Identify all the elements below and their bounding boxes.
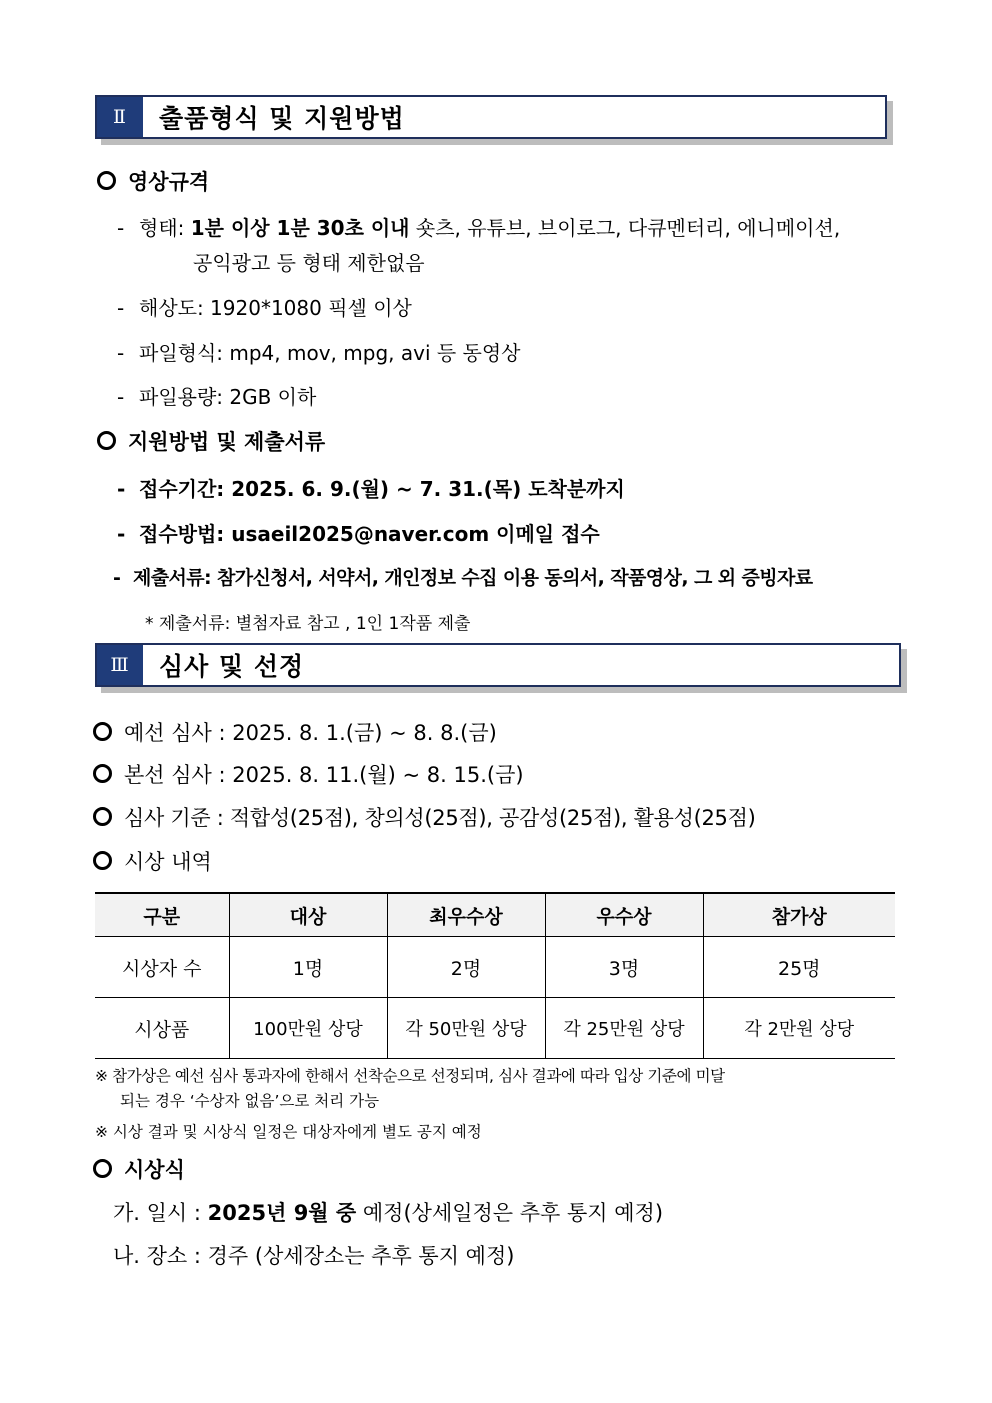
dash-icon: - — [117, 296, 125, 320]
dash-icon: - — [113, 567, 121, 589]
table-cell: 시상품 — [95, 998, 229, 1059]
note-2: ※ 시상 결과 및 시상식 일정은 대상자에게 별도 공지 예정 — [95, 1123, 482, 1141]
note-1-line-2: 되는 경우 ‘수상자 없음’으로 처리 가능 — [120, 1092, 380, 1110]
item-method: - 접수방법: usaeil2025@naver.com 이메일 접수 — [117, 522, 600, 546]
circle-bullet-icon — [93, 764, 112, 783]
table-header-row — [95, 893, 895, 937]
table-row — [95, 937, 895, 998]
circle-bullet-icon — [93, 807, 112, 826]
ceremony-place: 나. 장소 : 경주 (상세장소는 추후 통지 예정) — [113, 1244, 515, 1268]
heading-ceremony: 시상식 — [93, 1154, 185, 1184]
section-title: 출품형식 및 지원방법 — [159, 104, 405, 133]
ceremony-date: 가. 일시 : 2025년 9월 중 예정(상세일정은 추후 통지 예정) — [113, 1201, 664, 1225]
table-cell: 시상자 수 — [95, 937, 229, 998]
dash-icon: - — [117, 216, 125, 240]
heading-video-spec: 영상규격 — [97, 166, 209, 196]
table-cell: 2명 — [387, 937, 545, 998]
dash-icon: - — [117, 385, 125, 409]
section-title: 심사 및 선정 — [159, 652, 305, 681]
table-cell: 각 50만원 상당 — [387, 998, 545, 1059]
item-final: 본선 심사 : 2025. 8. 11.(월) ~ 8. 15.(금) — [93, 759, 524, 789]
table-cell: 각 2만원 상당 — [703, 998, 895, 1059]
section-header-3 — [95, 643, 901, 687]
heading-apply: 지원방법 및 제출서류 — [97, 426, 325, 456]
item-prelim: 예선 심사 : 2025. 8. 1.(금) ~ 8. 8.(금) — [93, 717, 497, 747]
note-1-line-1: ※ 참가상은 예선 심사 통과자에 한해서 선착순으로 선정되며, 심사 결과에 따라 입상 기준에 미달 — [95, 1067, 725, 1085]
table-cell: 25명 — [703, 937, 895, 998]
table-cell: 각 25만원 상당 — [545, 998, 703, 1059]
item-criteria: 심사 기준 : 적합성(25점), 창의성(25점), 공감성(25점), 활용성(25점) — [93, 802, 756, 832]
item-format: - 형태: 1분 이상 1분 30초 이내 숏츠, 유튜브, 브이로그, 다큐멘터리, 에니메이션, — [117, 216, 841, 240]
ceremony-date-bold: 2025년 9월 중 — [207, 1201, 357, 1225]
awards-table — [95, 892, 895, 1059]
item-file-format: - 파일형식: mp4, mov, mpg, avi 등 동영상 — [117, 341, 521, 365]
item-format-cont: 공익광고 등 형태 제한없음 — [193, 251, 425, 275]
table-header-cell: 우수상 — [545, 893, 703, 937]
circle-bullet-icon — [93, 851, 112, 870]
circle-bullet-icon — [97, 431, 116, 450]
circle-bullet-icon — [93, 1159, 112, 1178]
item-file-size: - 파일용량: 2GB 이하 — [117, 385, 317, 409]
table-row — [95, 998, 895, 1059]
table-cell: 3명 — [545, 937, 703, 998]
dash-icon: - — [117, 477, 126, 501]
format-duration: 1분 이상 1분 30초 이내 — [190, 216, 410, 240]
table-header-cell: 대상 — [229, 893, 387, 937]
table-header-cell: 최우수상 — [387, 893, 545, 937]
table-header-cell: 구분 — [95, 893, 229, 937]
docs-note: * 제출서류: 별첨자료 참고 , 1인 1작품 제출 — [145, 614, 471, 634]
dash-icon: - — [117, 341, 125, 365]
dash-icon: - — [117, 522, 126, 546]
section-number: Ⅱ — [97, 97, 143, 137]
circle-bullet-icon — [93, 722, 112, 741]
table-header-cell: 참가상 — [703, 893, 895, 937]
item-docs: - 제출서류: 참가신청서, 서약서, 개인정보 수집 이용 동의서, 작품영상, 그 외 증빙자료 — [113, 567, 813, 589]
table-cell: 100만원 상당 — [229, 998, 387, 1059]
section-number: Ⅲ — [97, 645, 143, 685]
item-awards-heading: 시상 내역 — [93, 846, 212, 876]
item-period: - 접수기간: 2025. 6. 9.(월) ~ 7. 31.(목) 도착분까지 — [117, 477, 625, 501]
circle-bullet-icon — [97, 171, 116, 190]
table-cell: 1명 — [229, 937, 387, 998]
section-header-2 — [95, 95, 887, 139]
item-resolution: - 해상도: 1920*1080 픽셀 이상 — [117, 296, 412, 320]
